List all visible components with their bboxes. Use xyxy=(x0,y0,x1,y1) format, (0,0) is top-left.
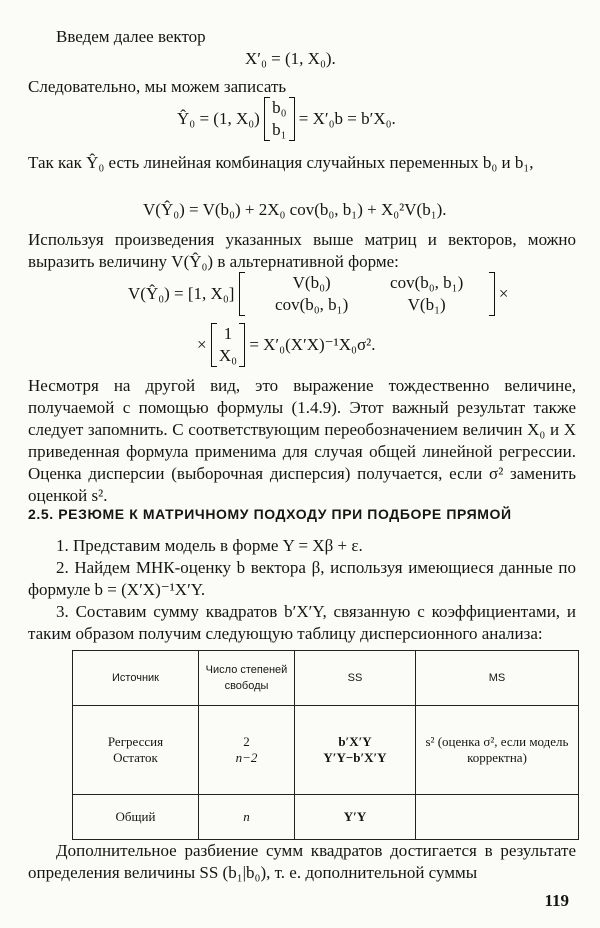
source-regression: Регрессия xyxy=(107,734,164,749)
vector-x0-cell: X₀ xyxy=(218,346,238,365)
covariance-matrix xyxy=(239,272,495,316)
therefore-paragraph: Следовательно, мы можем записать xyxy=(28,77,287,96)
vector-1-x0 xyxy=(211,323,245,367)
ms-cell xyxy=(416,706,579,795)
ss-cell xyxy=(295,706,416,795)
cov-cell-21: cov(b₀, b₁) xyxy=(275,295,349,314)
anova-table xyxy=(72,650,579,840)
vector-x0-equation: X′₀ = (1, X₀). xyxy=(245,49,336,68)
df-total: n xyxy=(199,795,295,840)
alternative-formula-line2 xyxy=(197,323,375,371)
source-residual: Остаток xyxy=(113,750,158,765)
source-total: Общий xyxy=(73,795,199,840)
variance-formula: V(Ŷ₀) = V(b₀) + 2X₀ cov(b₀, b₁) + X₀²V(b₁). xyxy=(143,200,447,219)
step-1: 1. Представим модель в форме Y = Xβ + ε. xyxy=(56,536,363,555)
cov-cell-22: V(b₁) xyxy=(407,295,446,314)
intro-paragraph: Введем далее вектор xyxy=(56,27,206,46)
alt-rhs: = X′₀(X′X)⁻¹X₀σ². xyxy=(249,335,376,354)
b0-cell: b₀ xyxy=(272,98,287,117)
page-number: 119 xyxy=(544,891,569,910)
y-hat-lhs: Ŷ₀ = (1, X₀) xyxy=(177,109,260,128)
alt-lhs: V(Ŷ₀) = [1, X₀] xyxy=(128,284,235,303)
ss-residual: Y′Y−b′X′Y xyxy=(323,750,387,765)
ms-total xyxy=(416,795,579,840)
b1-cell: b₁ xyxy=(272,120,287,139)
source-cell xyxy=(73,706,199,795)
header-df: Число степеней свободы xyxy=(199,651,295,706)
matrix-paragraph: Используя произведения указанных выше матриц и векторов, можно выразить величину V(Ŷ₀) в альтернативной форме: xyxy=(28,230,576,271)
final-paragraph: Дополнительное разбиение сумм квадратов достигается в результате определения величины SS (b₁|b₀), т. е. дополнительной суммы xyxy=(28,841,576,882)
step-2: 2. Найдем МНК-оценку b вектора β, используя имеющиеся данные по формуле b = (X′X)⁻¹X′Y. xyxy=(28,558,576,599)
header-source: Источник xyxy=(73,651,199,706)
times-sign-right: × xyxy=(498,284,509,303)
cov-cell-12: cov(b₀, b₁) xyxy=(390,273,464,292)
vector-1-cell: 1 xyxy=(223,324,233,343)
cov-cell-11: V(b₀) xyxy=(292,273,331,292)
df-residual: n−2 xyxy=(235,750,258,765)
y-hat-rhs: = X′₀b = b′X₀. xyxy=(298,109,396,128)
df-regression: 2 xyxy=(243,734,250,749)
y-hat-equation xyxy=(177,97,396,145)
table-header-row xyxy=(73,651,579,706)
ms-regression: s² (оценка σ², если модель корректна) xyxy=(425,734,569,765)
alternative-formula-line1 xyxy=(128,272,509,324)
times-sign-left: × xyxy=(197,335,207,354)
table-row xyxy=(73,706,579,795)
step-3: 3. Составим сумму квадратов b′X′Y, связанную с коэффициентами, и таким образом получим следующую таблицу дисперсионного анализа: xyxy=(28,602,576,643)
ss-regression: b′X′Y xyxy=(338,734,372,749)
section-heading: 2.5. РЕЗЮМЕ К МАТРИЧНОМУ ПОДХОДУ ПРИ ПОДБОРЕ ПРЯМОЙ xyxy=(28,506,512,522)
b-column-vector xyxy=(264,97,294,141)
header-ms: MS xyxy=(416,651,579,706)
header-ss: SS xyxy=(295,651,416,706)
table-row xyxy=(73,795,579,840)
ss-total: Y′Y xyxy=(295,795,416,840)
df-cell xyxy=(199,706,295,795)
remark-paragraph: Несмотря на другой вид, это выражение тождественно величине, получаемой с помощью формулы (1.4.9). Этот важный результат также следует запомнить. С соответствующим переобозначением величин X₀ и X приведенная формула применима для случая общей линейной регрессии. Оценка дисперсии (выборочная дисперсия) получается, если σ² заменить оценкой s². xyxy=(28,376,576,505)
since-paragraph: Так как Ŷ₀ есть линейная комбинация случайных переменных b₀ и b₁, xyxy=(28,153,534,172)
